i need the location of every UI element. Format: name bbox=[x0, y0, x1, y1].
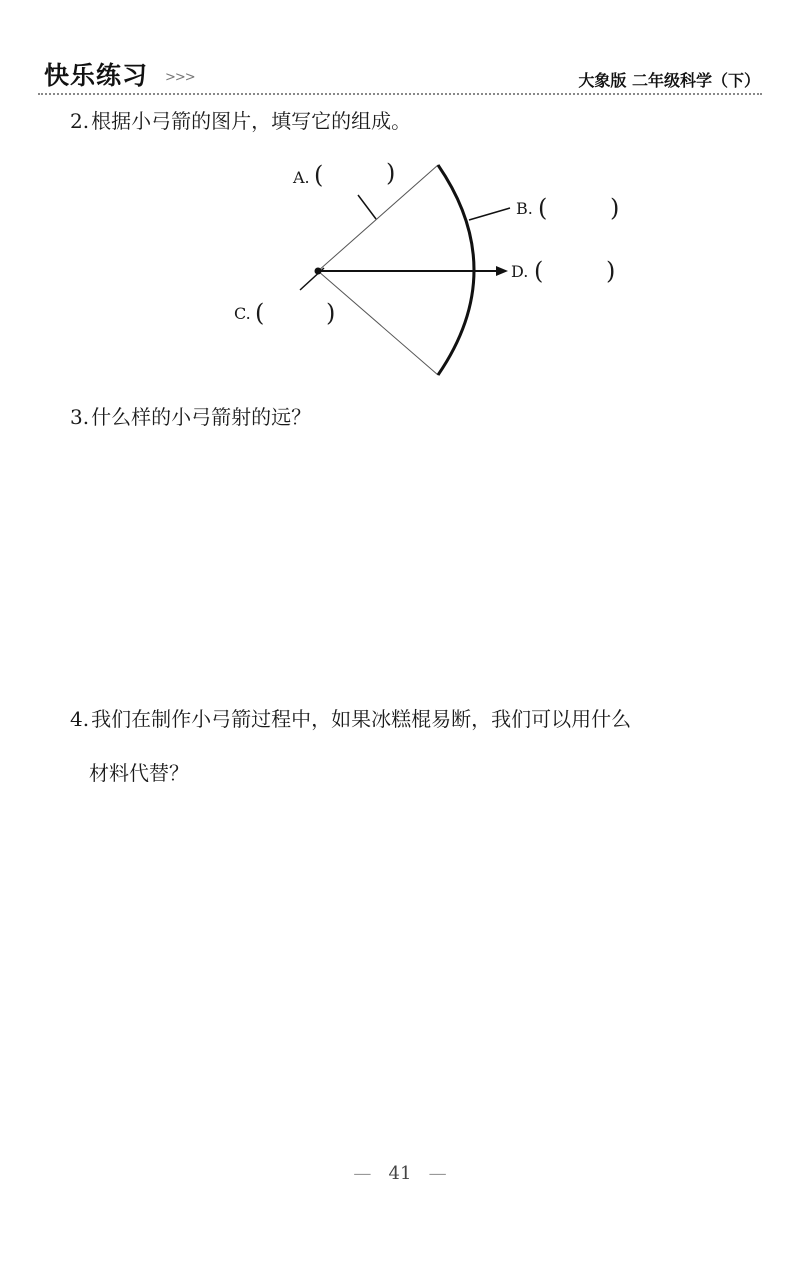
question-4-continuation: 材料代替？ bbox=[89, 761, 189, 785]
bracket-c-open: ( bbox=[255, 299, 265, 327]
bow-string-upper bbox=[318, 165, 438, 271]
label-a: A. bbox=[293, 168, 310, 187]
label-d: D. bbox=[511, 262, 529, 281]
question-number: 3. bbox=[70, 405, 90, 429]
leader-b bbox=[469, 208, 510, 220]
question-number: 4. bbox=[70, 707, 90, 731]
header-divider bbox=[38, 93, 762, 95]
chevron-right-icon: >>> bbox=[165, 70, 195, 85]
section-brand-title: 快乐练习 bbox=[44, 61, 149, 90]
arrow-head bbox=[496, 266, 508, 276]
footer-dash-left: — bbox=[353, 1163, 372, 1184]
question-text: 我们在制作小弓箭过程中，如果冰糕棍易断，我们可以用什么 bbox=[91, 707, 632, 731]
leader-c bbox=[300, 268, 324, 290]
bracket-b-open: ( bbox=[538, 194, 548, 222]
leader-a bbox=[358, 195, 376, 219]
label-c: C. bbox=[234, 304, 251, 323]
page-header bbox=[0, 0, 800, 100]
question-4 bbox=[70, 704, 770, 734]
question-text: 什么样的小弓箭射的远？ bbox=[91, 405, 312, 429]
question-2 bbox=[70, 106, 411, 136]
bracket-b-close: ) bbox=[610, 194, 620, 222]
question-text: 根据小弓箭的图片，填写它的组成。 bbox=[91, 109, 412, 133]
bracket-a-open: ( bbox=[314, 161, 324, 189]
bracket-d-open: ( bbox=[534, 257, 544, 285]
bracket-d-close: ) bbox=[606, 257, 616, 285]
book-info: 大象版 二年级科学（下） bbox=[578, 71, 760, 90]
bracket-a-close: ) bbox=[386, 159, 396, 187]
label-b: B. bbox=[516, 199, 533, 218]
page-number: 41 bbox=[388, 1163, 412, 1184]
page-footer bbox=[0, 1163, 800, 1184]
bracket-c-close: ) bbox=[326, 299, 336, 327]
bow-string-lower bbox=[318, 271, 438, 375]
bow-arrow-diagram bbox=[220, 150, 620, 390]
footer-dash-right: — bbox=[428, 1163, 447, 1184]
question-number: 2. bbox=[70, 109, 90, 133]
question-3 bbox=[70, 402, 311, 432]
